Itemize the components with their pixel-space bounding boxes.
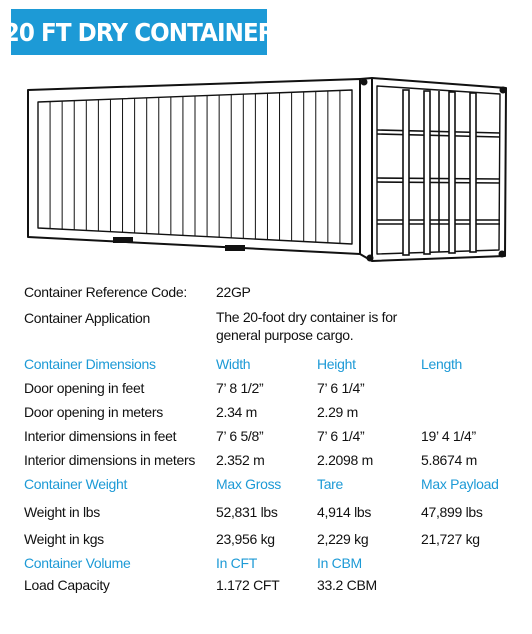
table-row [24,529,514,553]
cell: 2.2098 m [317,452,373,468]
dimensions-header [24,354,514,378]
cell: 4,914 lbs [317,504,372,520]
cell: 2.29 m [317,404,358,420]
col-max-payload: Max Payload [421,476,499,492]
row-label: Load Capacity [24,577,110,593]
reference-label: Container Reference Code: [24,284,187,300]
cell: 33.2 CBM [317,577,377,593]
cell: 21,727 kg [421,531,480,547]
cell: 2.352 m [216,452,265,468]
row-label: Door opening in feet [24,380,145,396]
col-in-cft: In CFT [216,555,257,571]
col-length: Length [421,356,463,372]
container-icon [0,70,532,270]
volume-title: Container Volume [24,555,131,571]
table-row [24,575,514,599]
col-tare: Tare [317,476,344,492]
cell: 5.8674 m [421,452,477,468]
row-label: Interior dimensions in feet [24,428,177,444]
weight-title: Container Weight [24,476,128,492]
cell: 7’ 6 1/4” [317,428,365,444]
volume-header [24,553,514,575]
cell: 23,956 kg [216,531,275,547]
weight-header [24,474,514,502]
row-label: Door opening in meters [24,404,163,420]
cell: 52,831 lbs [216,504,278,520]
table-row [24,450,514,474]
title-banner [3,9,275,55]
row-label: Weight in lbs [24,504,100,520]
col-width: Width [216,356,251,372]
table-row [24,502,514,529]
table-row [24,378,514,402]
row-label: Weight in kgs [24,531,104,547]
cell: 1.172 CFT [216,577,280,593]
cell: 2,229 kg [317,531,369,547]
reference-row [24,282,514,308]
reference-value: 22GP [216,284,251,300]
cell: 7’ 6 1/4” [317,380,365,396]
cell: 47,899 lbs [421,504,483,520]
table-row [24,426,514,450]
cell: 7’ 6 5/8” [216,428,264,444]
application-label: Container Application [24,310,151,326]
application-value: The 20-foot dry container is for general purpose cargo. [216,309,398,343]
dimensions-title: Container Dimensions [24,356,156,372]
cell: 2.34 m [216,404,257,420]
row-label: Interior dimensions in meters [24,452,196,468]
cell: 19’ 4 1/4” [421,428,476,444]
col-height: Height [317,356,356,372]
table-row [24,402,514,426]
col-max-gross: Max Gross [216,476,281,492]
cell: 7’ 8 1/2” [216,380,264,396]
spec-table [24,282,514,599]
page-title: 20 FT DRY CONTAINER [3,17,275,47]
col-in-cbm: In CBM [317,555,362,571]
application-row [24,308,514,354]
